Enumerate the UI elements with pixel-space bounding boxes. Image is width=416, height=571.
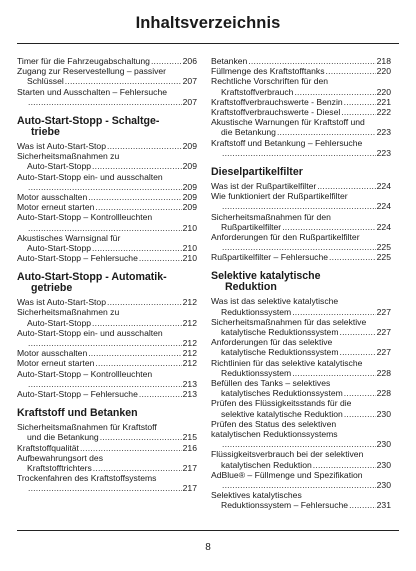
toc-entry-title-line: Reduktionssystem – Fehlersuche xyxy=(221,500,349,511)
toc-entry[interactable] xyxy=(211,107,391,117)
toc-entry[interactable] xyxy=(17,389,197,399)
section-heading-line: Auto-Start-Stopp - Automatik- xyxy=(17,271,167,284)
dot-leader xyxy=(329,252,376,262)
toc-entry[interactable] xyxy=(211,76,391,96)
toc-entry-last-line xyxy=(211,409,391,419)
toc-entry-title-line: Wie funktioniert der Rußpartikelfilter xyxy=(211,191,348,202)
toc-entry-page: 221 xyxy=(376,96,391,107)
section-heading-line: Kraftstoff und Betanken xyxy=(17,407,138,420)
toc-entry-title: Timer für die Fahrzeugabschaltung xyxy=(17,56,150,66)
toc-entry[interactable] xyxy=(17,422,197,442)
toc-entry-title-line: Was ist das selektive katalytische xyxy=(211,296,339,307)
toc-entry-page: 207 xyxy=(182,96,197,107)
toc-entry[interactable] xyxy=(211,252,391,262)
toc-entry-page: 227 xyxy=(376,327,391,338)
toc-entry-page: 230 xyxy=(376,439,391,450)
dot-leader xyxy=(139,389,182,399)
toc-entry[interactable] xyxy=(211,212,391,232)
toc-entry-page: 209 xyxy=(182,140,197,151)
toc-column-right xyxy=(211,56,391,511)
toc-entry[interactable] xyxy=(211,56,391,66)
toc-entry-title-line: und die Betankung xyxy=(27,432,99,443)
toc-entry-last-line xyxy=(211,201,391,211)
toc-entry[interactable] xyxy=(211,449,391,469)
toc-entry[interactable] xyxy=(211,490,391,510)
toc-entry-title: Motor erneut starten xyxy=(17,202,95,213)
toc-entry[interactable] xyxy=(17,87,197,107)
toc-entry[interactable] xyxy=(17,151,197,171)
toc-entry-title-line: Anforderungen für das selektive xyxy=(211,337,333,348)
dot-leader xyxy=(100,432,182,442)
toc-entry-page: 209 xyxy=(182,191,197,202)
toc-entry-title-line: Reduktionssystem xyxy=(221,367,292,378)
toc-entry-page: 206 xyxy=(182,56,197,66)
dot-leader xyxy=(95,202,181,212)
section-heading xyxy=(17,116,197,138)
toc-entry-title: Motor erneut starten xyxy=(17,358,95,369)
toc-entry[interactable] xyxy=(17,172,197,192)
dot-leader xyxy=(292,368,375,378)
toc-entry-page: 213 xyxy=(182,389,197,400)
toc-entry-page: 217 xyxy=(182,462,197,473)
toc-entry[interactable] xyxy=(17,328,197,348)
toc-entry-page: 212 xyxy=(182,338,197,349)
toc-entry-title-line: Sicherheitsmaßnahmen für das selektive xyxy=(211,316,367,327)
dot-leader xyxy=(317,181,375,191)
toc-entry-page: 213 xyxy=(182,378,197,389)
toc-column-left xyxy=(17,56,197,494)
toc-entry-title-line: Flüssigkeitsverbrauch bei der selektiven xyxy=(211,449,364,460)
toc-entry-title-line: Kraftstofftrichters xyxy=(27,462,92,473)
dot-leader xyxy=(294,87,375,97)
toc-entry-title-line: Auto-Start-Stopp xyxy=(27,317,92,328)
toc-entry[interactable] xyxy=(211,317,391,337)
section-heading xyxy=(211,271,391,293)
toc-entry-last-line xyxy=(211,368,391,378)
toc-entry-page: 225 xyxy=(376,252,391,263)
dot-leader xyxy=(88,348,181,358)
dot-leader xyxy=(344,388,376,398)
toc-entry-last-line xyxy=(17,223,197,233)
dot-leader xyxy=(95,358,181,368)
toc-entry-title: Motor ausschalten xyxy=(17,191,88,202)
toc-entry-title-line: die Betankung xyxy=(221,127,276,138)
toc-entry-page: 207 xyxy=(182,76,197,87)
toc-entry-title-line: selektive katalytische Reduktion xyxy=(221,408,343,419)
toc-entry[interactable] xyxy=(17,233,197,253)
toc-entry-last-line xyxy=(17,318,197,328)
toc-entry[interactable] xyxy=(17,297,197,307)
toc-entry-page: 212 xyxy=(182,348,197,359)
toc-entry-title-line: Reduktionssystem xyxy=(221,306,292,317)
toc-entry-page: 210 xyxy=(182,253,197,264)
section-heading-line: triebe xyxy=(31,125,60,138)
section-heading-line: getriebe xyxy=(31,282,73,295)
dot-leader xyxy=(349,500,376,510)
toc-entry-page: 210 xyxy=(182,242,197,253)
toc-entry[interactable] xyxy=(211,117,391,137)
toc-entry-title-line: katalytischen Reduktion xyxy=(221,459,312,470)
toc-entry-last-line xyxy=(211,148,391,158)
toc-entry-title-line: Sicherheitsmaßnahmen für Kraftstoff xyxy=(17,422,157,433)
toc-entry-page: 220 xyxy=(376,66,391,77)
toc-entry-page: 212 xyxy=(182,358,197,369)
dot-leader xyxy=(282,222,375,232)
dot-leader xyxy=(222,439,376,449)
toc-entry[interactable] xyxy=(211,398,391,418)
toc-entry-last-line xyxy=(211,242,391,252)
toc-entry-page: 209 xyxy=(182,181,197,192)
toc-entry-title: Auto-Start-Stopp – Fehlersuche xyxy=(17,253,138,264)
toc-entry-title-line: Trockenfahren des Kraftstoffsystems xyxy=(17,473,157,484)
section-heading-line: Reduktion xyxy=(225,281,277,294)
section-heading-line: Dieselpartikelfilter xyxy=(211,165,303,178)
dot-leader xyxy=(88,192,181,202)
toc-entry-page: 228 xyxy=(376,367,391,378)
toc-entry-title-line: Auto-Start-Stopp – Kontrollleuchten xyxy=(17,368,153,379)
page-number: 8 xyxy=(205,542,211,553)
toc-entry[interactable] xyxy=(17,253,197,263)
toc-entry-title: Auto-Start-Stopp – Fehlersuche xyxy=(17,389,138,400)
toc-entry[interactable] xyxy=(17,369,197,389)
dot-leader xyxy=(28,97,182,107)
footer-rule xyxy=(17,530,399,531)
dot-leader xyxy=(222,242,376,252)
toc-entry-page: 230 xyxy=(376,480,391,490)
toc-entry-last-line xyxy=(17,432,197,442)
toc-entry[interactable] xyxy=(17,453,197,473)
toc-entry-last-line xyxy=(211,87,391,97)
toc-entry-title-line: Sicherheitsmaßnahmen zu xyxy=(17,307,120,318)
toc-entry-title-line: Rußpartikelfilter xyxy=(221,221,282,232)
dot-leader xyxy=(92,318,182,328)
toc-entry-title: Füllmenge des Kraftstofftanks xyxy=(211,66,325,77)
toc-entry-last-line xyxy=(211,388,391,398)
dot-leader xyxy=(341,107,375,117)
dot-leader xyxy=(344,97,376,107)
section-heading-line: Auto-Start-Stopp - Schaltge- xyxy=(17,114,160,127)
dot-leader xyxy=(28,483,182,493)
dot-leader xyxy=(92,243,182,253)
toc-entry-title-line: Anforderungen für den Rußpartikelfilter xyxy=(211,231,360,242)
section-heading xyxy=(17,408,197,419)
toc-entry-last-line xyxy=(17,76,197,86)
toc-entry-last-line xyxy=(211,500,391,510)
toc-entry-last-line xyxy=(211,347,391,357)
toc-entry-page: 220 xyxy=(376,86,391,97)
toc-entry[interactable] xyxy=(17,141,197,151)
dot-leader xyxy=(326,66,376,76)
toc-entry-title-line: Auto-Start-Stopp ein- und ausschalten xyxy=(17,327,163,338)
toc-entry-title-line: AdBlue® – Füllmenge und Spezifikation xyxy=(211,469,363,480)
dot-leader xyxy=(222,148,376,158)
toc-entry[interactable] xyxy=(17,348,197,358)
dot-leader xyxy=(28,338,182,348)
dot-leader xyxy=(340,347,376,357)
dot-leader xyxy=(248,56,375,66)
toc-entry-page: 218 xyxy=(376,56,391,66)
toc-entry[interactable] xyxy=(211,97,391,107)
toc-entry-last-line xyxy=(211,127,391,137)
toc-entry-title-line: Befüllen des Tanks – selektives xyxy=(211,378,331,389)
toc-entry[interactable] xyxy=(17,473,197,493)
toc-entry-title: Kraftstoffqualität xyxy=(17,442,79,453)
toc-entry-title: Motor ausschalten xyxy=(17,348,88,359)
toc-entry-title-line: Prüfen des Flüssigkeitsstands für die xyxy=(211,398,352,409)
toc-entry-page: 228 xyxy=(376,388,391,399)
section-heading-line: Selektive katalytische xyxy=(211,270,321,283)
dot-leader xyxy=(277,127,376,137)
toc-entry-title-line: Richtlinien für das selektive katalytische xyxy=(211,357,363,368)
toc-entry[interactable] xyxy=(17,202,197,212)
toc-entry-title: Kraftstoffverbrauchswerte - Benzin xyxy=(211,96,343,107)
toc-entry[interactable] xyxy=(211,337,391,357)
toc-entry[interactable] xyxy=(17,358,197,368)
toc-entry-last-line xyxy=(211,222,391,232)
toc-entry-page: 230 xyxy=(376,459,391,470)
dot-leader xyxy=(28,379,182,389)
toc-entry-page: 230 xyxy=(376,408,391,419)
toc-entry-page: 212 xyxy=(182,297,197,308)
toc-entry-last-line xyxy=(211,327,391,337)
toc-entry[interactable] xyxy=(211,138,391,158)
toc-entry-title-line: Akustische Warnungen für Kraftstoff und xyxy=(211,117,365,128)
toc-entry-page: 209 xyxy=(182,161,197,172)
toc-entry-last-line xyxy=(17,161,197,171)
toc-entry[interactable] xyxy=(211,419,391,450)
toc-entry-title-line: Auto-Start-Stopp ein- und ausschalten xyxy=(17,171,163,182)
toc-entry-title-line: Prüfen des Status des selektiven xyxy=(211,418,337,429)
toc-entry-title-line: katalytisches Reduktionssystem xyxy=(221,388,343,399)
toc-entry-page: 222 xyxy=(376,106,391,117)
toc-entry-title-line: katalytische Reduktionssystem xyxy=(221,327,339,338)
toc-entry-title-line: Auto-Start-Stopp xyxy=(27,242,92,253)
dot-leader xyxy=(344,409,376,419)
dot-leader xyxy=(65,76,182,86)
toc-entry[interactable] xyxy=(17,307,197,327)
toc-entry-title-line: Kraftstoffverbrauch xyxy=(221,86,294,97)
dot-leader xyxy=(28,223,182,233)
toc-entry[interactable] xyxy=(211,358,391,378)
toc-entry[interactable] xyxy=(17,212,197,232)
toc-entry-last-line xyxy=(17,483,197,493)
toc-entry-title: Was ist Auto-Start-Stop xyxy=(17,140,106,151)
toc-entry-page: 216 xyxy=(182,442,197,453)
toc-entry-page: 224 xyxy=(376,180,391,191)
toc-entry[interactable] xyxy=(17,66,197,86)
toc-entry-last-line xyxy=(211,480,391,490)
toc-entry-page: 227 xyxy=(376,306,391,317)
toc-entry-title: Betanken xyxy=(211,56,248,66)
toc-entry-last-line xyxy=(17,182,197,192)
toc-entry-page: 212 xyxy=(182,317,197,328)
toc-entry-title-line: Auto-Start-Stopp xyxy=(27,161,92,172)
toc-entry-last-line xyxy=(17,463,197,473)
toc-entry-last-line xyxy=(17,243,197,253)
toc-entry-title-line: katalytischen Reduktionssystems xyxy=(211,429,338,440)
toc-entry-title-line: Starten und Ausschalten – Fehlersuche xyxy=(17,86,168,97)
dot-leader xyxy=(222,201,376,211)
toc-entry[interactable] xyxy=(17,192,197,202)
toc-entry-title: Rußpartikelfilter – Fehlersuche xyxy=(211,252,329,263)
toc-entry-last-line xyxy=(17,379,197,389)
toc-entry-title-line: Akustisches Warnsignal für xyxy=(17,232,121,243)
toc-entry-page: 210 xyxy=(182,222,197,233)
header-rule xyxy=(17,43,399,44)
toc-entry-page: 225 xyxy=(376,242,391,253)
toc-entry[interactable] xyxy=(211,232,391,252)
toc-entry-page: 227 xyxy=(376,347,391,358)
toc-entry-title-line: Sicherheitsmaßnahmen zu xyxy=(17,151,120,162)
toc-entry-page: 215 xyxy=(182,432,197,443)
dot-leader xyxy=(313,460,376,470)
toc-entry-title-line: Zugang zur Reservestellung – passiver xyxy=(17,66,167,77)
page-title: Inhaltsverzeichnis xyxy=(135,14,281,32)
toc-entry-title-line: Auto-Start-Stopp – Kontrollleuchten xyxy=(17,212,153,223)
toc-entry-last-line xyxy=(17,97,197,107)
toc-entry-page: 217 xyxy=(182,483,197,494)
toc-entry[interactable] xyxy=(211,181,391,191)
toc-entry-last-line xyxy=(211,439,391,449)
toc-entry-page: 224 xyxy=(376,221,391,232)
toc-entry-page: 223 xyxy=(376,127,391,138)
dot-leader xyxy=(292,307,375,317)
toc-entry-page: 223 xyxy=(376,147,391,158)
toc-entry[interactable] xyxy=(211,296,391,316)
toc-entry[interactable] xyxy=(17,443,197,453)
dot-leader xyxy=(107,297,182,307)
toc-entry-last-line xyxy=(211,307,391,317)
toc-entry-title-line: Schlüssel xyxy=(27,76,64,87)
toc-entry-page: 209 xyxy=(182,202,197,213)
dot-leader xyxy=(93,463,182,473)
toc-entry-title-line: Aufbewahrungsort des xyxy=(17,452,103,463)
toc-entry[interactable] xyxy=(211,378,391,398)
dot-leader xyxy=(80,443,182,453)
toc-entry[interactable] xyxy=(211,191,391,211)
toc-entry[interactable] xyxy=(17,56,197,66)
section-heading xyxy=(17,272,197,294)
toc-entry[interactable] xyxy=(211,470,391,490)
dot-leader xyxy=(151,56,182,66)
dot-leader xyxy=(28,182,182,192)
toc-entry-title: Was ist der Rußpartikelfilter xyxy=(211,180,317,191)
toc-entry[interactable] xyxy=(211,66,391,76)
section-heading xyxy=(211,167,391,178)
toc-entry-last-line xyxy=(17,338,197,348)
toc-entry-title: Kraftstoffverbrauchswerte - Diesel xyxy=(211,106,341,117)
dot-leader xyxy=(107,141,182,151)
toc-entry-title-line: katalytische Reduktionssystem xyxy=(221,347,339,358)
toc-entry-title-line: Rechtliche Vorschriften für den xyxy=(211,76,329,87)
dot-leader xyxy=(222,480,376,490)
toc-entry-last-line xyxy=(211,460,391,470)
toc-entry-title-line: Sicherheitsmaßnahmen für den xyxy=(211,211,331,222)
dot-leader xyxy=(139,253,182,263)
toc-entry-page: 231 xyxy=(376,500,391,511)
dot-leader xyxy=(340,327,376,337)
toc-entry-title-line: Selektives katalytisches xyxy=(211,490,302,501)
dot-leader xyxy=(92,161,182,171)
toc-entry-title-line: Kraftstoff und Betankung – Fehlersuche xyxy=(211,137,363,148)
toc-entry-page: 224 xyxy=(376,201,391,212)
toc-entry-title: Was ist Auto-Start-Stop xyxy=(17,297,106,308)
